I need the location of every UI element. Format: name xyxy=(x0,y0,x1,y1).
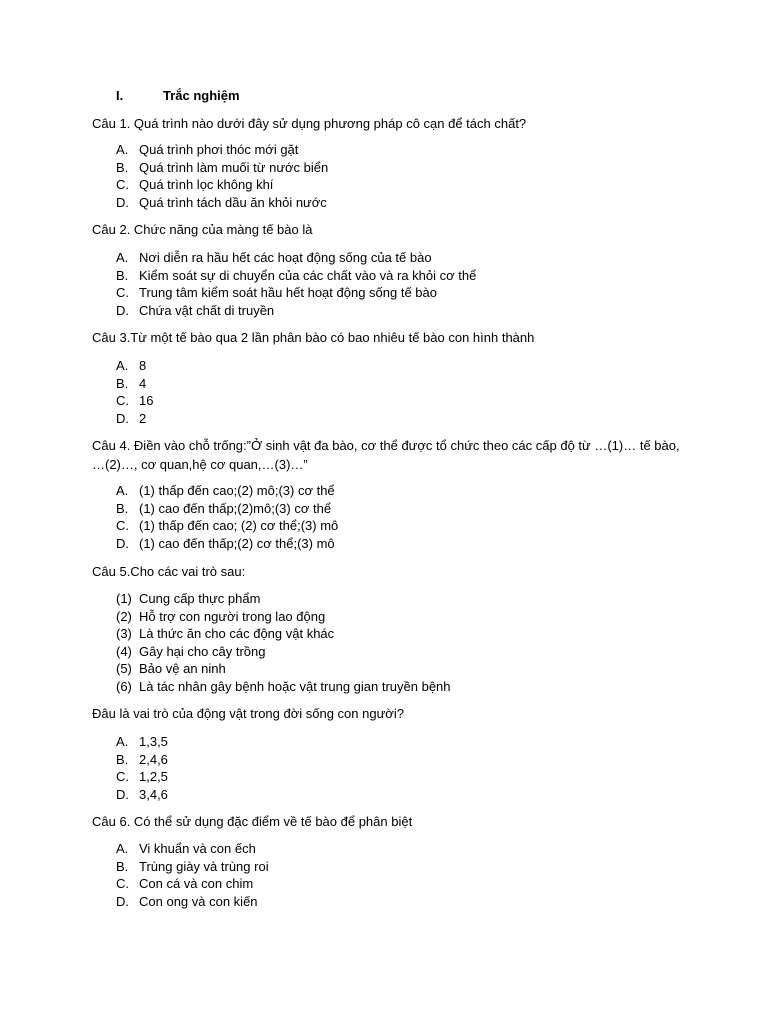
option-label: C. xyxy=(116,518,129,534)
option-item xyxy=(116,392,153,410)
option-item xyxy=(116,176,328,194)
option-text: Quá trình phơi thóc mới gặt xyxy=(139,142,299,157)
option-text: Gây hại cho cây trồng xyxy=(139,643,266,659)
option-text: 2 xyxy=(139,410,147,426)
option-label: B. xyxy=(116,267,129,283)
section-number: I. xyxy=(116,88,124,103)
option-label: (5) xyxy=(116,661,132,677)
option-text: Quá trình làm muối từ nước biển xyxy=(139,159,329,175)
option-item xyxy=(116,625,451,643)
option-label: D. xyxy=(116,194,129,210)
option-label: (4) xyxy=(116,643,132,659)
option-label: C. xyxy=(116,769,129,785)
question-6-text: Câu 6. Có thể sử dụng đặc điểm về tế bào để phân biệt xyxy=(92,814,413,829)
option-item xyxy=(116,159,328,177)
option-item xyxy=(116,357,153,375)
option-item xyxy=(116,678,451,696)
option-text: 1,3,5 xyxy=(139,734,168,749)
question-1-text: Câu 1. Quá trình nào dưới đây sử dụng phương pháp cô cạn để tách chất? xyxy=(92,116,527,131)
option-text: Vi khuẩn và con ếch xyxy=(139,841,256,856)
option-text: Con cá và con chim xyxy=(139,876,254,892)
option-item xyxy=(116,517,338,535)
option-text: Hỗ trợ con người trong lao động xyxy=(139,608,326,624)
question-5-roles xyxy=(116,590,451,696)
question-1-options xyxy=(116,141,328,211)
option-item xyxy=(116,751,168,769)
option-item xyxy=(116,768,168,786)
option-text: 2,4,6 xyxy=(139,751,168,767)
option-item xyxy=(116,249,476,267)
option-label: C. xyxy=(116,876,129,892)
option-label: A. xyxy=(116,841,129,856)
option-label: D. xyxy=(116,786,129,802)
option-item xyxy=(116,482,338,500)
option-text: 16 xyxy=(139,393,154,409)
question-2-text: Câu 2. Chức năng của màng tế bào là xyxy=(92,222,313,237)
option-label: C. xyxy=(116,285,129,301)
option-text: Là tác nhân gây bệnh hoặc vật trung gian truyền bệnh xyxy=(139,678,451,694)
option-item xyxy=(116,893,269,911)
option-item xyxy=(116,535,338,553)
option-text: Chứa vật chất di truyền xyxy=(139,302,275,318)
question-4-text: Câu 4. Điền vào chỗ trống:”Ở sinh vật đa bào, cơ thể được tổ chức theo các cấp độ từ …(1)… tế bào, …(2)…, cơ quan,hệ cơ quan,…(3)…” xyxy=(92,438,680,472)
option-item xyxy=(116,410,153,428)
option-label: A. xyxy=(116,142,129,157)
option-label: A. xyxy=(116,734,129,749)
option-label: B. xyxy=(116,500,129,516)
option-text: 8 xyxy=(139,358,147,373)
option-item xyxy=(116,840,269,858)
option-item xyxy=(116,786,168,804)
option-label: A. xyxy=(116,483,129,498)
question-5-options xyxy=(116,733,168,803)
option-text: (1) cao đến thấp;(2)mô;(3) cơ thể xyxy=(139,500,332,516)
option-text: Bảo vệ an ninh xyxy=(139,661,226,677)
option-text: (1) cao đến thấp;(2) cơ thể;(3) mô xyxy=(139,535,335,551)
option-text: Quá trình tách dầu ăn khỏi nước xyxy=(139,194,327,210)
option-text: Kiểm soát sự di chuyển của các chất vào và ra khỏi cơ thể xyxy=(139,267,477,283)
option-item xyxy=(116,875,269,893)
section-heading xyxy=(116,87,240,105)
option-text: Trùng giày và trùng roi xyxy=(139,858,269,874)
option-label: A. xyxy=(116,358,129,373)
option-text: Là thức ăn cho các động vật khác xyxy=(139,626,335,642)
option-label: B. xyxy=(116,858,129,874)
option-item xyxy=(116,284,476,302)
question-5-prompt: Đâu là vai trò của động vật trong đời sống con người? xyxy=(92,706,404,721)
option-text: (1) thấp đến cao;(2) mô;(3) cơ thể xyxy=(139,483,335,498)
option-label: D. xyxy=(116,535,129,551)
option-label: C. xyxy=(116,177,129,193)
option-item xyxy=(116,590,451,608)
option-item xyxy=(116,660,451,678)
option-label: (1) xyxy=(116,591,132,606)
question-2-options xyxy=(116,249,476,319)
option-label: D. xyxy=(116,893,129,909)
option-item xyxy=(116,608,451,626)
question-3-text: Câu 3.Từ một tế bào qua 2 lần phân bào có bao nhiêu tế bào con hình thành xyxy=(92,330,535,345)
option-item xyxy=(116,643,451,661)
option-text: Quá trình lọc không khí xyxy=(139,177,274,193)
option-item xyxy=(116,500,338,518)
question-4-options xyxy=(116,482,338,552)
option-label: D. xyxy=(116,410,129,426)
option-text: Nơi diễn ra hầu hết các hoạt động sống của tế bào xyxy=(139,250,432,265)
option-item xyxy=(116,375,153,393)
option-text: Trung tâm kiểm soát hầu hết hoạt động sống tế bào xyxy=(139,285,437,301)
option-text: (1) thấp đến cao; (2) cơ thể;(3) mô xyxy=(139,518,339,534)
option-item xyxy=(116,733,168,751)
option-text: 1,2,5 xyxy=(139,769,168,785)
section-title: Trắc nghiệm xyxy=(163,88,240,103)
option-label: D. xyxy=(116,302,129,318)
option-text: Cung cấp thực phẩm xyxy=(139,591,261,606)
option-item xyxy=(116,267,476,285)
option-label: (3) xyxy=(116,626,132,642)
option-item xyxy=(116,302,476,320)
question-3-options xyxy=(116,357,153,427)
option-label: B. xyxy=(116,159,129,175)
option-item xyxy=(116,858,269,876)
option-item xyxy=(116,141,328,159)
option-label: C. xyxy=(116,393,129,409)
option-label: B. xyxy=(116,375,129,391)
option-text: Con ong và con kiến xyxy=(139,893,258,909)
option-label: A. xyxy=(116,250,129,265)
option-text: 3,4,6 xyxy=(139,786,168,802)
option-label: (6) xyxy=(116,678,132,694)
option-label: (2) xyxy=(116,608,132,624)
option-item xyxy=(116,194,328,212)
question-5-text: Câu 5.Cho các vai trò sau: xyxy=(92,564,246,579)
option-text: 4 xyxy=(139,375,147,391)
option-label: B. xyxy=(116,751,129,767)
question-6-options xyxy=(116,840,269,910)
